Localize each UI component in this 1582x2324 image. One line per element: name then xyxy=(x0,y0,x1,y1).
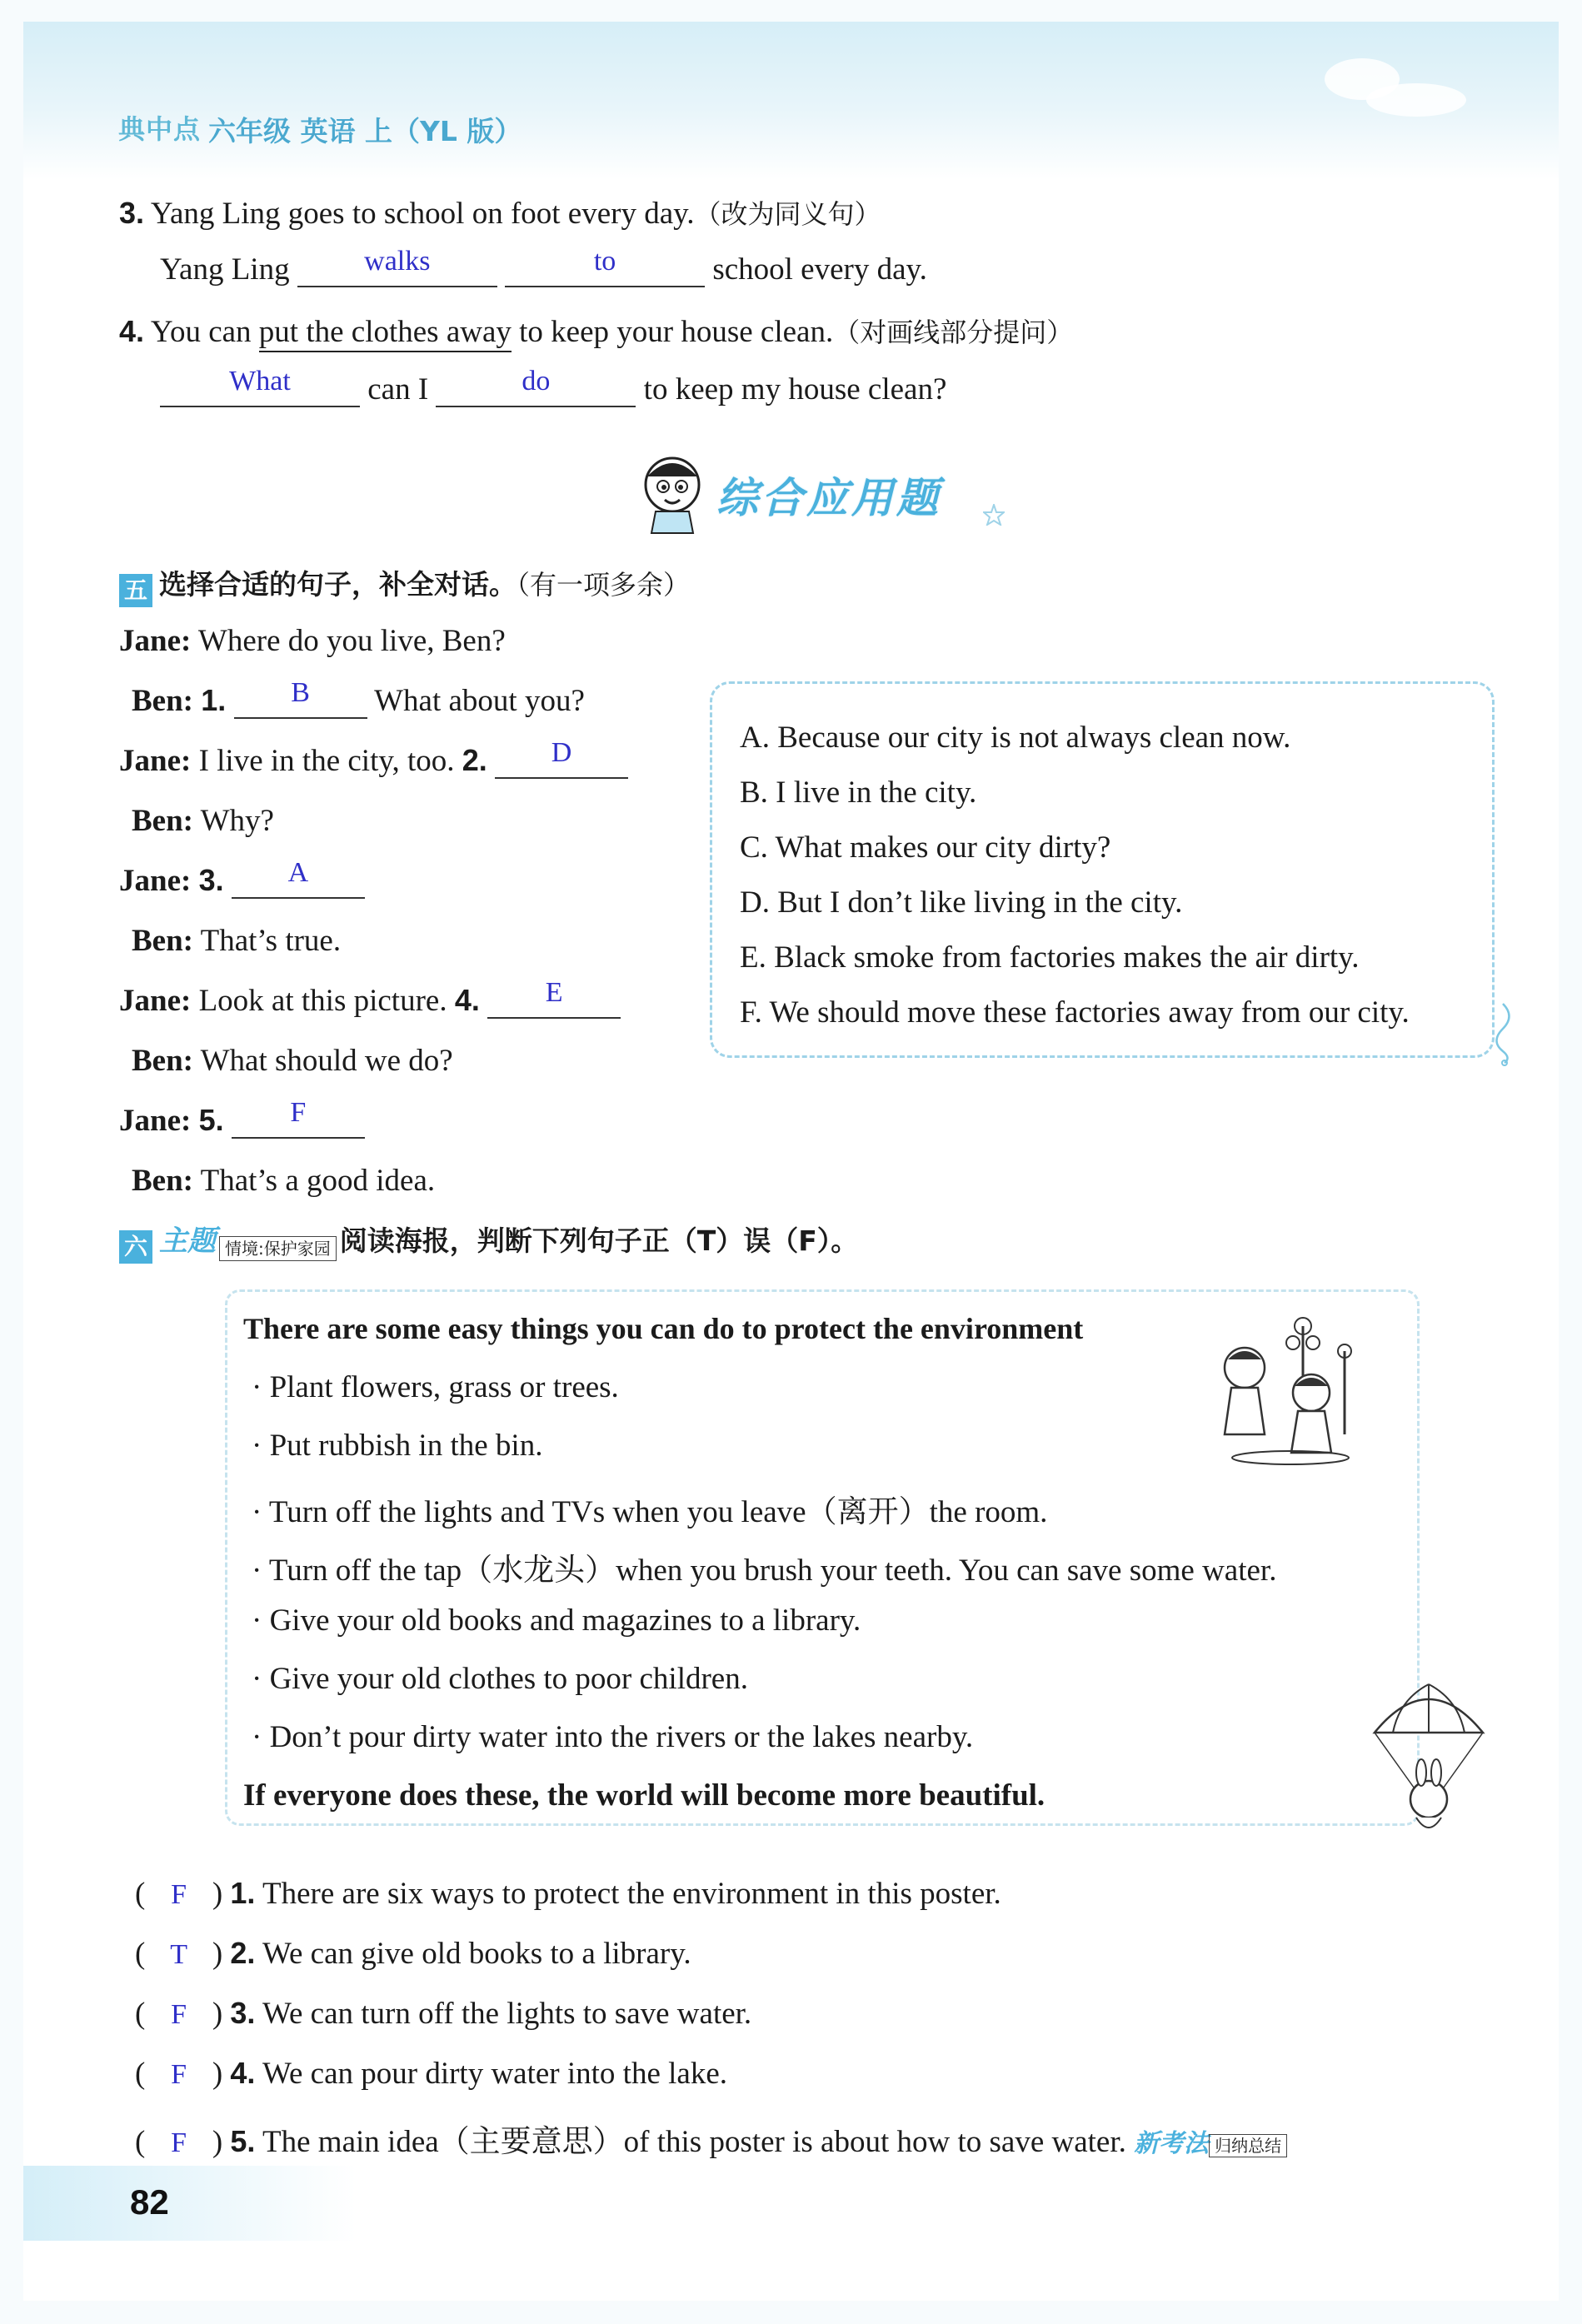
q4-blank-1[interactable] xyxy=(160,366,360,407)
dialog-line-3 xyxy=(119,737,628,779)
dialog-text: Why? xyxy=(200,804,274,838)
dialog-line-2 xyxy=(132,677,585,719)
option-c: C. What makes our city dirty? xyxy=(740,830,1111,865)
speaker: Ben: xyxy=(132,804,193,838)
poster-footer: If everyone does these, the world will become more beautiful. xyxy=(243,1778,1046,1813)
tf-question-text: There are six ways to protect the environment in this poster. xyxy=(262,1877,1001,1911)
poster-item-text: Plant flowers, grass or trees. xyxy=(269,1370,619,1404)
poster-item-text: Put rubbish in the bin. xyxy=(269,1429,543,1463)
q4-answer-line xyxy=(160,366,947,407)
tf-answer-5[interactable]: F xyxy=(171,2127,187,2158)
part6-heading xyxy=(119,1218,858,1264)
dialog-answer-3: A xyxy=(287,857,309,888)
poster-item: · Turn off the lights and TVs when you leave（离开）the room. xyxy=(252,1495,1048,1529)
poster-title: There are some easy things you can do to protect the environment xyxy=(243,1312,1084,1345)
dialog-line-1 xyxy=(119,623,506,659)
paren-close: ) xyxy=(212,1937,223,1971)
header-logo: 典中点 xyxy=(118,113,202,145)
q3-answer-1: walks xyxy=(364,246,431,277)
dialog-answer-2: D xyxy=(551,737,572,768)
q4-prompt-line xyxy=(119,312,1073,350)
poster-item-text: Give your old books and magazines to a library. xyxy=(269,1603,861,1638)
dialog-line-7 xyxy=(119,977,621,1019)
question-number: 3. xyxy=(119,196,145,230)
speaker: Ben: xyxy=(132,924,193,958)
part5-title: 选择合适的句子，补全对话。 xyxy=(159,568,517,601)
dialog-line-8 xyxy=(132,1043,453,1079)
q3-blank-1[interactable] xyxy=(297,246,497,287)
dialog-blank-2[interactable] xyxy=(495,737,628,779)
dialog-blank-4[interactable] xyxy=(487,977,621,1019)
dialog-line-4 xyxy=(132,803,274,839)
page-number: 82 xyxy=(130,2182,169,2222)
q3-instruction: （改为同义句） xyxy=(694,198,881,230)
question-number: 1. xyxy=(201,683,227,717)
option-a: A. Because our city is not always clean now. xyxy=(740,721,1291,755)
option-d: D. But I don’t like living in the city. xyxy=(740,885,1183,920)
tf-question-text: We can give old books to a library. xyxy=(262,1937,691,1971)
paren-open: ( xyxy=(135,2125,146,2159)
poster-item: · Plant flowers, grass or trees. xyxy=(252,1370,619,1404)
poster-item-text: Turn off the tap（水龙头）when you brush your teeth. You can save some water. xyxy=(268,1553,1277,1588)
swirl-icon xyxy=(1486,1000,1520,1066)
tf-question-text: The main idea（主要意思）of this poster is about how to save water. xyxy=(262,2125,1126,2159)
speaker: Jane: xyxy=(119,624,192,658)
dialog-line-10 xyxy=(132,1163,435,1199)
header-band xyxy=(23,22,1559,180)
q3-prompt-line xyxy=(119,193,881,232)
q4-answer-1: What xyxy=(229,366,291,396)
question-number: 4. xyxy=(230,2056,256,2090)
question-number: 3. xyxy=(198,863,224,897)
tf-question-1 xyxy=(135,1876,1001,1912)
section-title: 综合应用题 xyxy=(716,474,941,522)
q4-mid: can I xyxy=(367,372,429,406)
question-number: 4. xyxy=(119,314,145,348)
question-number: 5. xyxy=(230,2124,256,2158)
speaker: Jane: xyxy=(119,864,192,898)
paren-open: ( xyxy=(135,1997,146,2031)
option-e: E. Black smoke from factories makes the air dirty. xyxy=(740,940,1360,975)
header-title: 六年级 英语 上（YL 版） xyxy=(208,115,522,147)
mascot-icon xyxy=(635,450,710,536)
note-lead: 新考法 xyxy=(1134,2129,1210,2158)
dialog-text: That’s true. xyxy=(200,924,342,958)
tf-question-5 xyxy=(135,2116,1287,2161)
poster-item: · Give your old clothes to poor children. xyxy=(252,1662,748,1696)
q4-pre: You can xyxy=(150,315,259,349)
part6-title: 阅读海报，判断下列句子正（T）误（F）。 xyxy=(339,1224,859,1257)
note-tag: 归纳总结 xyxy=(1209,2134,1287,2157)
poster-item: · Turn off the tap（水龙头）when you brush your teeth. You can save some water. xyxy=(252,1553,1277,1588)
dialog-answer-4: E xyxy=(545,977,563,1008)
tf-answer-3[interactable]: F xyxy=(171,1999,187,2030)
poster-item-text: Turn off the lights and TVs when you leave（离开）the room. xyxy=(268,1495,1048,1529)
tf-question-4 xyxy=(135,2056,727,2092)
part5-note: （有一项多余） xyxy=(517,569,691,601)
speaker: Jane: xyxy=(119,744,192,778)
dialog-blank-3[interactable] xyxy=(232,857,365,899)
q3-lead: Yang Ling xyxy=(160,252,290,287)
q4-instruction: （对画线部分提问） xyxy=(833,317,1074,348)
paren-open: ( xyxy=(135,2057,146,2091)
children-planting-illustration xyxy=(1203,1309,1378,1468)
question-number: 3. xyxy=(230,1996,256,2030)
q4-post: to keep your house clean. xyxy=(511,315,834,349)
question-number: 2. xyxy=(230,1936,256,1970)
question-number: 5. xyxy=(198,1103,224,1137)
part5-heading xyxy=(119,563,690,607)
tf-answer-2[interactable]: T xyxy=(170,1939,187,1970)
part5-badge: 五 xyxy=(119,574,152,607)
tf-question-text: We can pour dirty water into the lake. xyxy=(262,2057,728,2091)
question-number: 2. xyxy=(462,743,487,777)
dialog-line-5 xyxy=(119,857,365,899)
dialog-answer-5: F xyxy=(290,1097,307,1128)
tf-question-2 xyxy=(135,1936,691,1972)
part6-badge: 六 xyxy=(119,1230,152,1264)
poster-item: · Don’t pour dirty water into the rivers or the lakes nearby. xyxy=(252,1720,974,1754)
dialog-line-6 xyxy=(132,923,341,959)
dialog-line-9 xyxy=(119,1097,365,1139)
theme-label: 主题 xyxy=(159,1224,216,1258)
paren-open: ( xyxy=(135,1877,146,1911)
tf-question-text: We can turn off the lights to save water. xyxy=(262,1997,752,2031)
cloud-decoration xyxy=(1366,83,1466,117)
poster-item: · Put rubbish in the bin. xyxy=(252,1429,543,1463)
parachute-rabbit-illustration xyxy=(1366,1674,1491,1841)
dialog-blank-5[interactable] xyxy=(232,1097,365,1139)
page-number-band xyxy=(23,2166,357,2241)
dialog-text: What should we do? xyxy=(200,1044,453,1078)
poster-item-text: Don’t pour dirty water into the rivers or the lakes nearby. xyxy=(269,1720,974,1754)
paren-close: ) xyxy=(212,2125,223,2159)
q4-tail: to keep my house clean? xyxy=(643,372,947,406)
speaker: Jane: xyxy=(119,1104,192,1138)
dialog-text: What about you? xyxy=(374,684,585,718)
q3-answer-2: to xyxy=(593,246,616,277)
dialog-text: Look at this picture. xyxy=(198,984,447,1018)
question-number: 4. xyxy=(454,983,480,1017)
question-number: 1. xyxy=(230,1876,256,1910)
q3-blank-2[interactable] xyxy=(505,246,705,287)
dialog-text: I live in the city, too. xyxy=(198,744,455,778)
poster-item-text: Give your old clothes to poor children. xyxy=(269,1662,748,1696)
dialog-text: Where do you live, Ben? xyxy=(197,624,506,658)
speaker: Ben: xyxy=(132,1164,193,1198)
paren-close: ) xyxy=(212,1997,223,2031)
option-b: B. I live in the city. xyxy=(740,775,977,810)
speaker: Ben: xyxy=(132,684,193,718)
speaker: Jane: xyxy=(119,984,192,1018)
speaker: Ben: xyxy=(132,1044,193,1078)
dialog-blank-1[interactable] xyxy=(234,677,367,719)
q4-underlined: put the clothes away xyxy=(259,315,512,352)
option-f: F. We should move these factories away from our city. xyxy=(740,995,1410,1030)
dialog-answer-1: B xyxy=(291,677,310,708)
theme-tag: 情境:保护家园 xyxy=(219,1236,337,1261)
paren-open: ( xyxy=(135,1937,146,1971)
q3-answer-line xyxy=(160,246,927,287)
tf-question-3 xyxy=(135,1996,751,2032)
tf-answer-4[interactable]: F xyxy=(171,2059,187,2090)
q3-prompt: Yang Ling goes to school on foot every day. xyxy=(150,197,695,231)
dialog-text: That’s a good idea. xyxy=(200,1164,436,1198)
q4-blank-2[interactable] xyxy=(436,366,636,407)
q4-answer-2: do xyxy=(522,366,551,396)
tf-answer-1[interactable]: F xyxy=(171,1879,187,1910)
paren-close: ) xyxy=(212,2057,223,2091)
poster-item: · Give your old books and magazines to a library. xyxy=(252,1603,861,1638)
paren-close: ) xyxy=(212,1877,223,1911)
star-icon xyxy=(983,504,1005,526)
q3-tail: school every day. xyxy=(712,252,927,287)
